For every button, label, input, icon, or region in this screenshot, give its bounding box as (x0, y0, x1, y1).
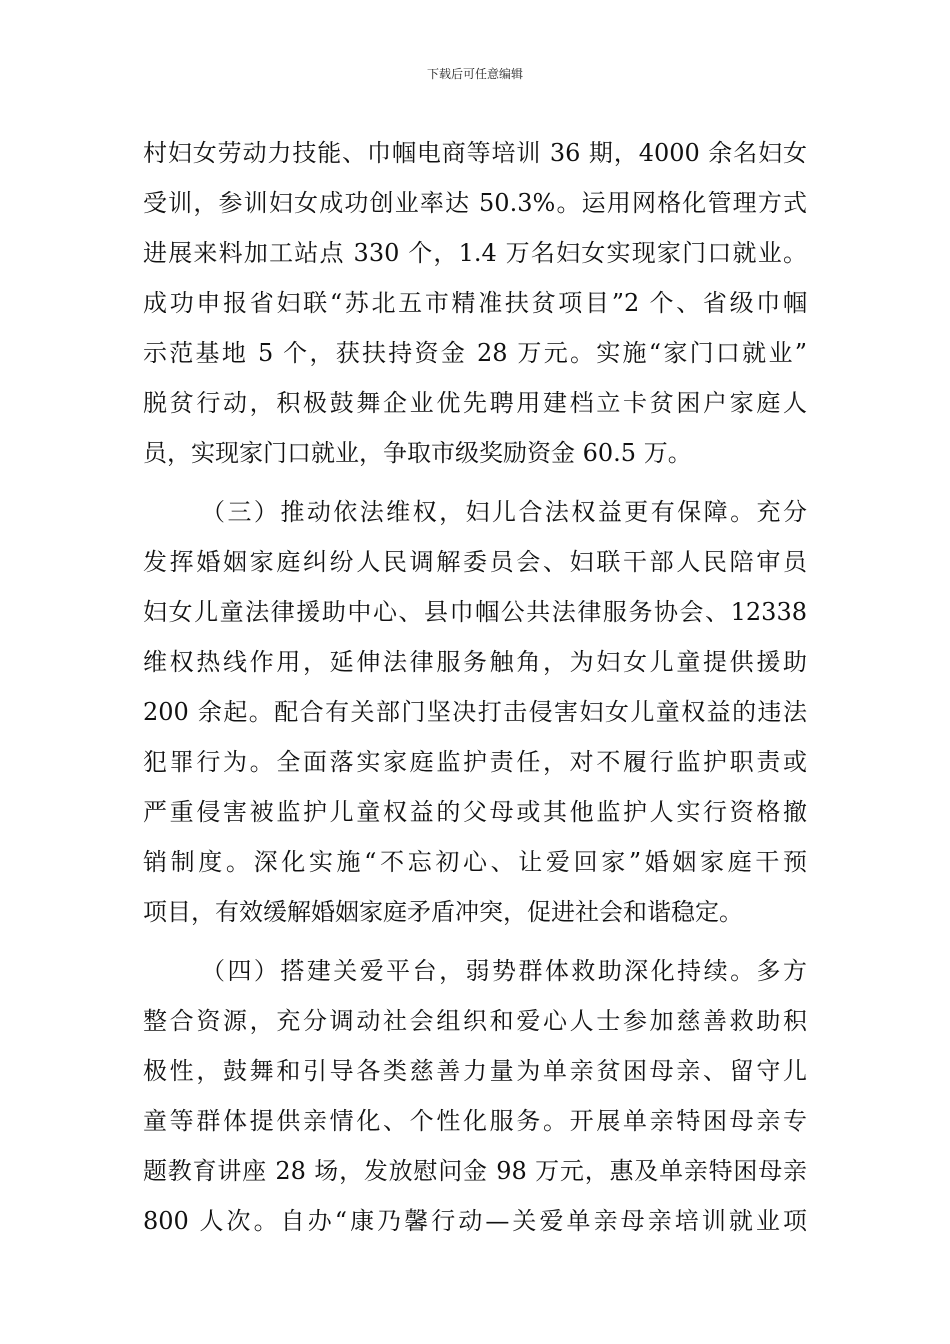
section-heading-line: （四）搭建关爱平台，弱势群体救助深化持续。多方 (201, 957, 807, 985)
section-heading-line: （三）推动依法维权，妇儿合法权益更有保障。充分 (201, 498, 807, 526)
paragraph-section-4 (143, 946, 807, 1246)
text-line: 脱贫行动，积极鼓舞企业优先聘用建档立卡贫困户家庭人 (143, 389, 807, 417)
text-line: 示范基地 5 个，获扶持资金 28 万元。实施“家门口就业” (143, 339, 807, 367)
text-line: 童等群体提供亲情化、个性化服务。开展单亲特困母亲专 (143, 1107, 807, 1135)
text-line: 800 人次。自办“康乃馨行动—关爱单亲母亲培训就业项 (143, 1207, 807, 1235)
paragraph-1 (143, 128, 807, 478)
document-body (143, 128, 807, 1246)
text-line: 题教育讲座 28 场，发放慰问金 98 万元，惠及单亲特困母亲 (143, 1157, 807, 1185)
text-line: 项目，有效缓解婚姻家庭矛盾冲突，促进社会和谐稳定。 (143, 898, 743, 926)
text-line: 极性，鼓舞和引导各类慈善力量为单亲贫困母亲、留守儿 (143, 1057, 807, 1085)
text-line: 妇女儿童法律援助中心、县巾帼公共法律服务协会、12338 (143, 598, 807, 626)
text-line: 维权热线作用，延伸法律服务触角，为妇女儿童提供援助 (143, 648, 807, 676)
text-line: 销制度。深化实施“不忘初心、让爱回家”婚姻家庭干预 (143, 848, 807, 876)
text-line: 受训，参训妇女成功创业率达 50.3%。运用网格化管理方式 (143, 189, 807, 217)
text-line: 200 余起。配合有关部门坚决打击侵害妇女儿童权益的违法 (143, 698, 807, 726)
text-line: 进展来料加工站点 330 个，1.4 万名妇女实现家门口就业。 (143, 239, 807, 267)
page-header: 下载后可任意编辑 (426, 67, 523, 81)
text-line: 严重侵害被监护儿童权益的父母或其他监护人实行资格撤 (143, 798, 807, 826)
text-line: 犯罪行为。全面落实家庭监护责任，对不履行监护职责或 (143, 748, 807, 776)
paragraph-section-3 (143, 487, 807, 937)
text-line: 整合资源，充分调动社会组织和爱心人士参加慈善救助积 (143, 1007, 807, 1035)
text-line: 村妇女劳动力技能、巾帼电商等培训 36 期，4000 余名妇女 (143, 139, 807, 167)
text-line: 员，实现家门口就业，争取市级奖励资金 60.5 万。 (143, 439, 692, 467)
text-line: 成功申报省妇联“苏北五市精准扶贫项目”2 个、省级巾帼 (143, 289, 807, 317)
text-line: 发挥婚姻家庭纠纷人民调解委员会、妇联干部人民陪审员 (143, 548, 807, 576)
